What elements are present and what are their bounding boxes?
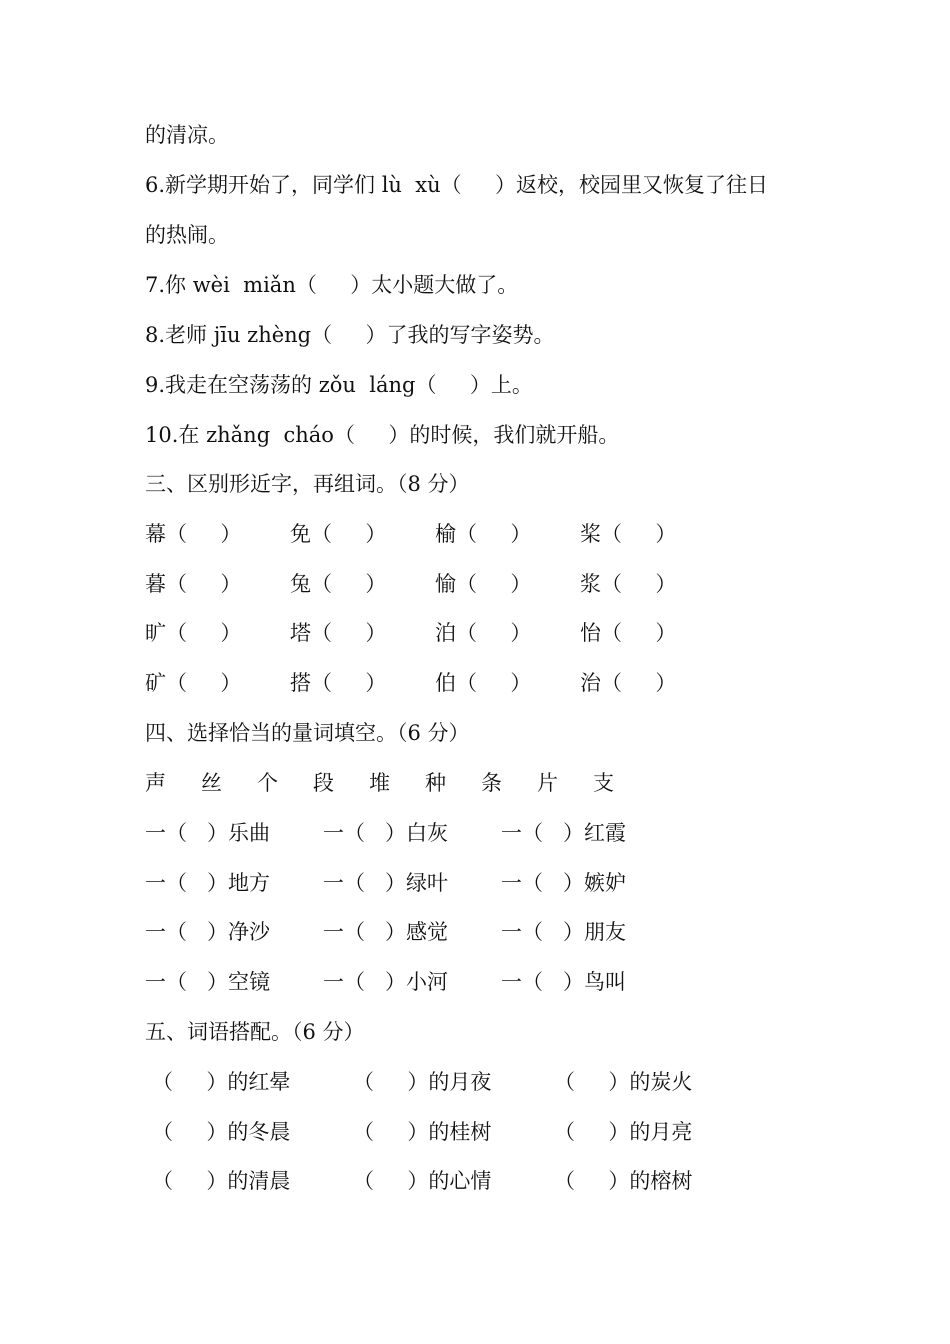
word-bank-item: 条 — [481, 771, 502, 795]
section-3-title: 三、区别形近字，再组词。（8 分） — [145, 472, 470, 496]
word-bank-item: 个 — [257, 771, 278, 795]
char-item: 榆（ ） — [435, 522, 532, 546]
word-bank-item: 支 — [593, 771, 614, 795]
char-item: 治（ ） — [580, 671, 677, 695]
char-item: 桨（ ） — [580, 522, 677, 546]
measure-word-item: 一（ ）空镜 — [145, 970, 271, 994]
question-10: 10.在 zhǎng cháo（ ）的时候，我们就开船。 — [145, 423, 620, 447]
char-item: 伯（ ） — [435, 671, 532, 695]
collocation-item: （ ）的榕树 — [554, 1169, 693, 1193]
word-bank-item: 种 — [425, 771, 446, 795]
measure-word-item: 一（ ）白灰 — [323, 821, 449, 845]
measure-word-item: 一（ ）乐曲 — [145, 821, 271, 845]
text-line-1: 的清凉。 — [145, 123, 229, 147]
measure-word-item: 一（ ）地方 — [145, 871, 271, 895]
measure-word-item: 一（ ）感觉 — [323, 920, 449, 944]
measure-word-item: 一（ ）净沙 — [145, 920, 271, 944]
char-item: 泊（ ） — [435, 621, 532, 645]
collocation-item: （ ）的清晨 — [152, 1169, 291, 1193]
word-bank-item: 堆 — [369, 771, 390, 795]
section-5-title: 五、词语搭配。（6 分） — [145, 1020, 365, 1044]
word-bank-item: 片 — [537, 771, 558, 795]
collocation-item: （ ）的月亮 — [554, 1120, 693, 1144]
measure-word-item: 一（ ）朋友 — [501, 920, 627, 944]
collocation-item: （ ）的红晕 — [152, 1070, 291, 1094]
word-bank-item: 丝 — [201, 771, 222, 795]
char-item: 怡（ ） — [580, 621, 677, 645]
question-8: 8.老师 jīu zhèng（ ）了我的写字姿势。 — [145, 323, 555, 347]
char-item: 塔（ ） — [290, 621, 387, 645]
char-item: 搭（ ） — [290, 671, 387, 695]
char-item: 旷（ ） — [145, 621, 242, 645]
question-7: 7.你 wèi miǎn（ ）太小题大做了。 — [145, 273, 519, 297]
char-item: 浆（ ） — [580, 572, 677, 596]
char-item: 暮（ ） — [145, 572, 242, 596]
word-bank-item: 声 — [145, 771, 166, 795]
question-6: 6.新学期开始了，同学们 lù xù（ ）返校，校园里又恢复了往日 — [145, 173, 769, 197]
word-bank-item: 段 — [313, 771, 334, 795]
char-item: 矿（ ） — [145, 671, 242, 695]
char-item: 兔（ ） — [290, 572, 387, 596]
measure-word-item: 一（ ）嫉妒 — [501, 871, 627, 895]
section-4-title: 四、选择恰当的量词填空。（6 分） — [145, 721, 470, 745]
collocation-item: （ ）的桂树 — [353, 1120, 492, 1144]
collocation-item: （ ）的月夜 — [353, 1070, 492, 1094]
char-item: 幕（ ） — [145, 522, 242, 546]
measure-word-item: 一（ ）绿叶 — [323, 871, 449, 895]
measure-word-item: 一（ ）红霞 — [501, 821, 627, 845]
collocation-item: （ ）的炭火 — [554, 1070, 693, 1094]
text-line-3: 的热闹。 — [145, 223, 229, 247]
collocation-item: （ ）的心情 — [353, 1169, 492, 1193]
char-item: 愉（ ） — [435, 572, 532, 596]
question-9: 9.我走在空荡荡的 zǒu láng（ ）上。 — [145, 373, 533, 397]
measure-word-item: 一（ ）小河 — [323, 970, 449, 994]
char-item: 免（ ） — [290, 522, 387, 546]
measure-word-item: 一（ ）鸟叫 — [501, 970, 627, 994]
collocation-item: （ ）的冬晨 — [152, 1120, 291, 1144]
